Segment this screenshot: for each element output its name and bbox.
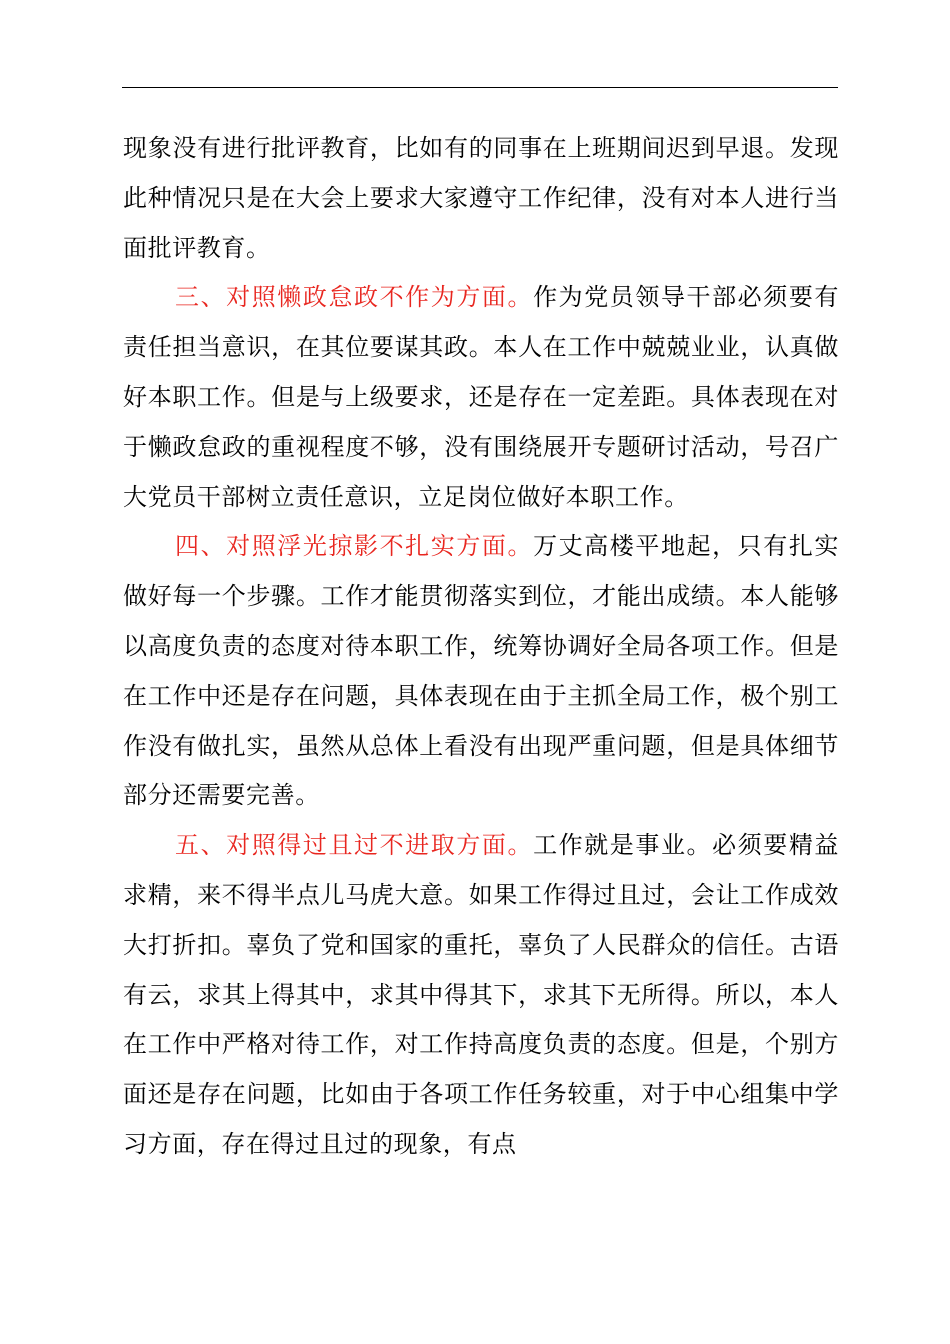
paragraph-section-three xyxy=(123,273,839,522)
document-body xyxy=(123,124,839,1170)
paragraph-text: 万丈高楼平地起，只有扎实做好每一个步骤。工作才能贯彻落实到位，才能出成绩。本人能够以高度负责的态度对待本职工作，统筹协调好全局各项工作。但是在工作中还是存在问题，具体表现在由于主抓全局工作，极个别工作没有做扎实，虽然从总体上看没有出现严重问题，但是具体细节部分还需要完善。 xyxy=(123,532,839,810)
paragraph-section-five xyxy=(123,821,839,1170)
paragraph-text: 现象没有进行批评教育，比如有的同事在上班期间迟到早退。发现此种情况只是在大会上要求大家遵守工作纪律，没有对本人进行当面批评教育。 xyxy=(123,134,839,262)
paragraph-text: 工作就是事业。必须要精益求精，来不得半点儿马虎大意。如果工作得过且过，会让工作成效大打折扣。辜负了党和国家的重托，辜负了人民群众的信任。古语有云，求其上得其中，求其中得其下，求其下无所得。所以，本人在工作中严格对待工作，对工作持高度负责的态度。但是，个别方面还是存在问题，比如由于各项工作任务较重，对于中心组集中学习方面，存在得过且过的现象，有点 xyxy=(123,831,839,1158)
paragraph-section-four xyxy=(123,522,839,821)
paragraph-continuation xyxy=(123,124,839,273)
section-heading-four: 四、对照浮光掠影不扎实方面。 xyxy=(175,532,534,561)
section-heading-three: 三、对照懒政怠政不作为方面。 xyxy=(175,283,534,312)
header-rule xyxy=(122,87,838,88)
paragraph-text: 作为党员领导干部必须要有责任担当意识，在其位要谋其政。本人在工作中兢兢业业，认真做好本职工作。但是与上级要求，还是存在一定差距。具体表现在对于懒政怠政的重视程度不够，没有围绕展开专题研讨活动，号召广大党员干部树立责任意识，立足岗位做好本职工作。 xyxy=(123,283,839,511)
section-heading-five: 五、对照得过且过不进取方面。 xyxy=(175,831,534,860)
